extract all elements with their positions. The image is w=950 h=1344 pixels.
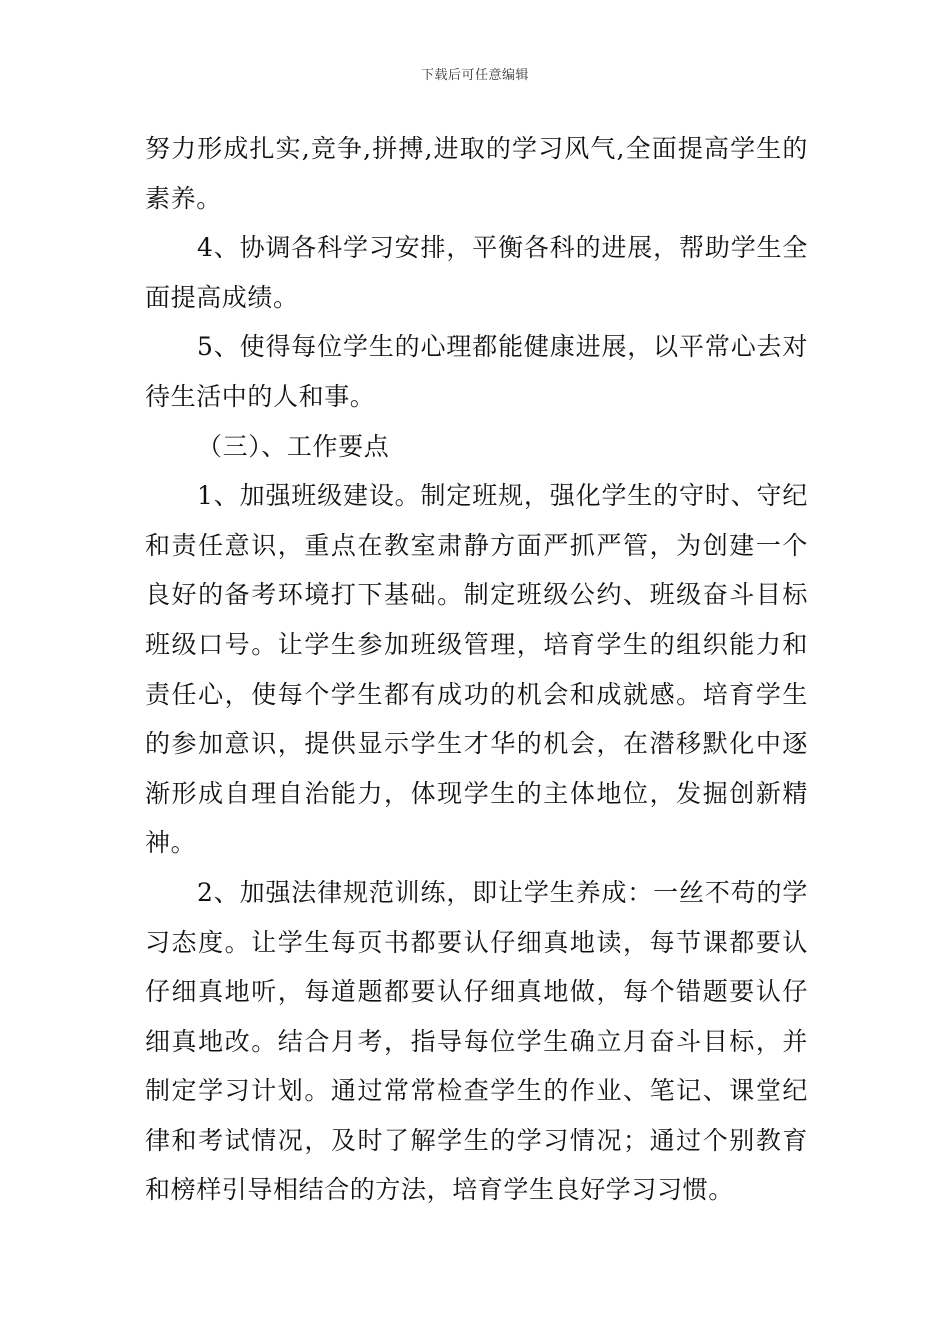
paragraph-class-building: 1、加强班级建设。制定班规，强化学生的守时、守纪和责任意识，重点在教室肃静方面严抓严管，为创建一个良好的备考环境打下基础。制定班级公约、班级奋斗目标班级口号。让学生参加班级管理，培育学生的组织能力和责任心，使每个学生都有成功的机会和成就感。培育学生的参加意识，提供显示学生才华的机会，在潜移默化中逐渐形成自理自治能力，体现学生的主体地位，发掘创新精神。	[145, 481, 808, 858]
section-heading-work-points: （三）、工作要点	[197, 431, 390, 461]
header-note: 下载后可任意编辑	[420, 68, 529, 83]
document-body	[145, 124, 808, 1215]
paragraph-norm-training: 2、加强法律规范训练，即让学生养成：一丝不苟的学习态度。让学生每页书都要认仔细真地读，每节课都要认仔细真地听，每道题都要认仔细真地做，每个错题要认仔细真地改。结合月考，指导每位学生确立月奋斗目标，并制定学习计划。通过常常检查学生的作业、笔记、课堂纪律和考试情况，及时了解学生的学习情况；通过个别教育和榜样引导相结合的方法，培育学生良好学习习惯。	[145, 877, 808, 1205]
paragraph-item-4: 4、协调各科学习安排，平衡各科的进展，帮助学生全面提高成绩。	[145, 233, 808, 312]
paragraph-continuation: 努力形成扎实,竞争,拼搏,进取的学习风气,全面提高学生的素养。	[145, 134, 808, 213]
paragraph-item-5: 5、使得每位学生的心理都能健康进展，以平常心去对待生活中的人和事。	[145, 332, 808, 411]
